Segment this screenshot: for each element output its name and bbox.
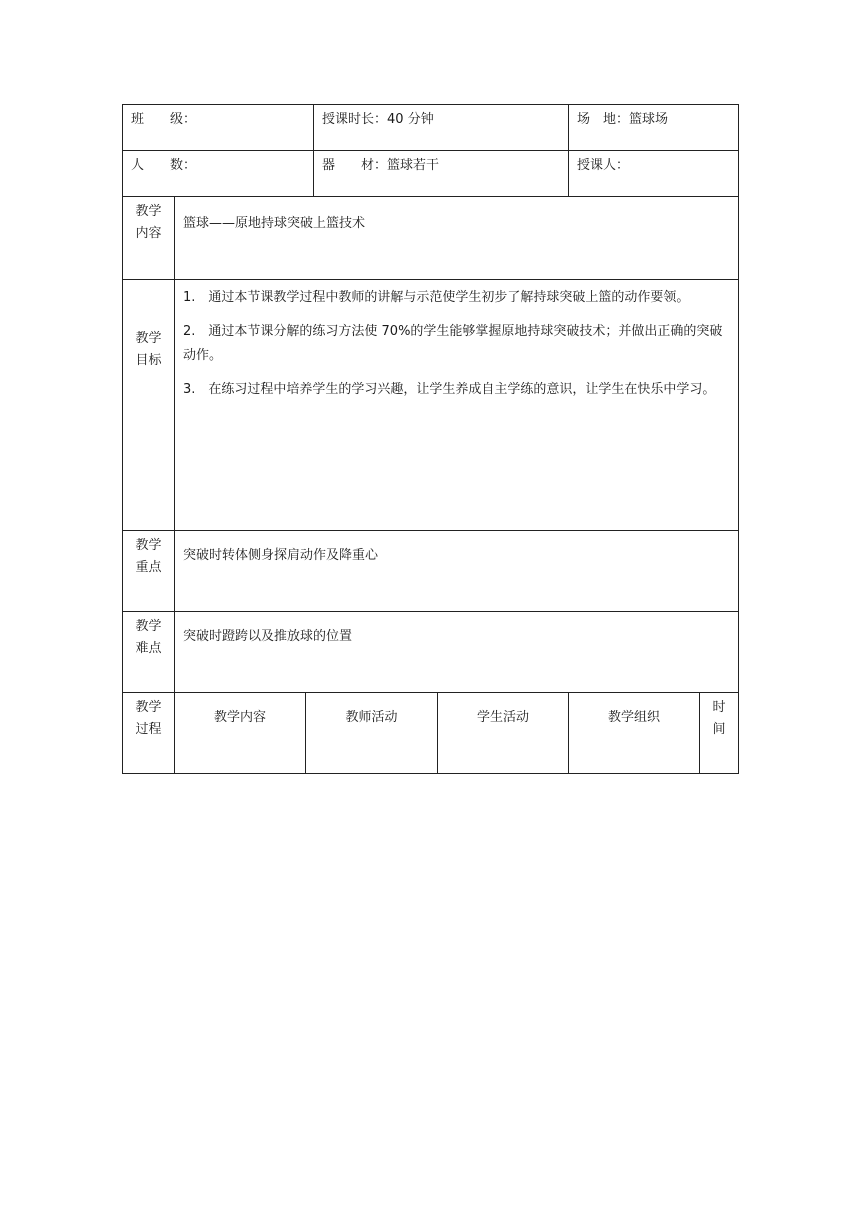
content-label: 教学 内容 — [123, 197, 175, 280]
process-label: 教学 过程 — [123, 693, 175, 774]
duration-cell: 授课时长：40 分钟 — [314, 105, 569, 151]
difficulties-label: 教学 难点 — [123, 612, 175, 693]
process-column-time: 时 间 — [700, 693, 739, 774]
teacher-cell: 授课人： — [569, 151, 739, 197]
process-column-organization: 教学组织 — [569, 693, 700, 774]
header-row-2 — [123, 151, 739, 197]
difficulties-text: 突破时蹬跨以及推放球的位置 — [175, 612, 739, 693]
lesson-plan-table-main — [122, 104, 739, 774]
class-cell: 班 级： — [123, 105, 314, 151]
goal-item: 2. 通过本节课分解的练习方法使 70%的学生能够掌握原地持球突破技术；并做出正确的突破动作。 — [183, 324, 723, 363]
process-row — [123, 693, 739, 774]
goal-item: 1. 通过本节课教学过程中教师的讲解与示范使学生初步了解持球突破上篮的动作要领。 — [183, 290, 690, 305]
goals-label: 教学 目标 — [123, 280, 175, 531]
content-row — [123, 197, 739, 280]
key-points-text: 突破时转体侧身探肩动作及降重心 — [175, 531, 739, 612]
key-points-label: 教学 重点 — [123, 531, 175, 612]
key-points-row — [123, 531, 739, 612]
process-column-content: 教学内容 — [175, 693, 306, 774]
venue-cell: 场 地：篮球场 — [569, 105, 739, 151]
difficulties-row — [123, 612, 739, 693]
content-text: 篮球——原地持球突破上篮技术 — [175, 197, 739, 280]
goals-list — [175, 280, 739, 531]
header-row-1 — [123, 105, 739, 151]
equipment-cell: 器 材：篮球若干 — [314, 151, 569, 197]
process-column-student: 学生活动 — [438, 693, 569, 774]
goals-row — [123, 280, 739, 531]
process-column-teacher: 教师活动 — [306, 693, 438, 774]
goal-item: 3. 在练习过程中培养学生的学习兴趣，让学生养成自主学练的意识，让学生在快乐中学习。 — [183, 382, 716, 397]
count-cell: 人 数： — [123, 151, 314, 197]
